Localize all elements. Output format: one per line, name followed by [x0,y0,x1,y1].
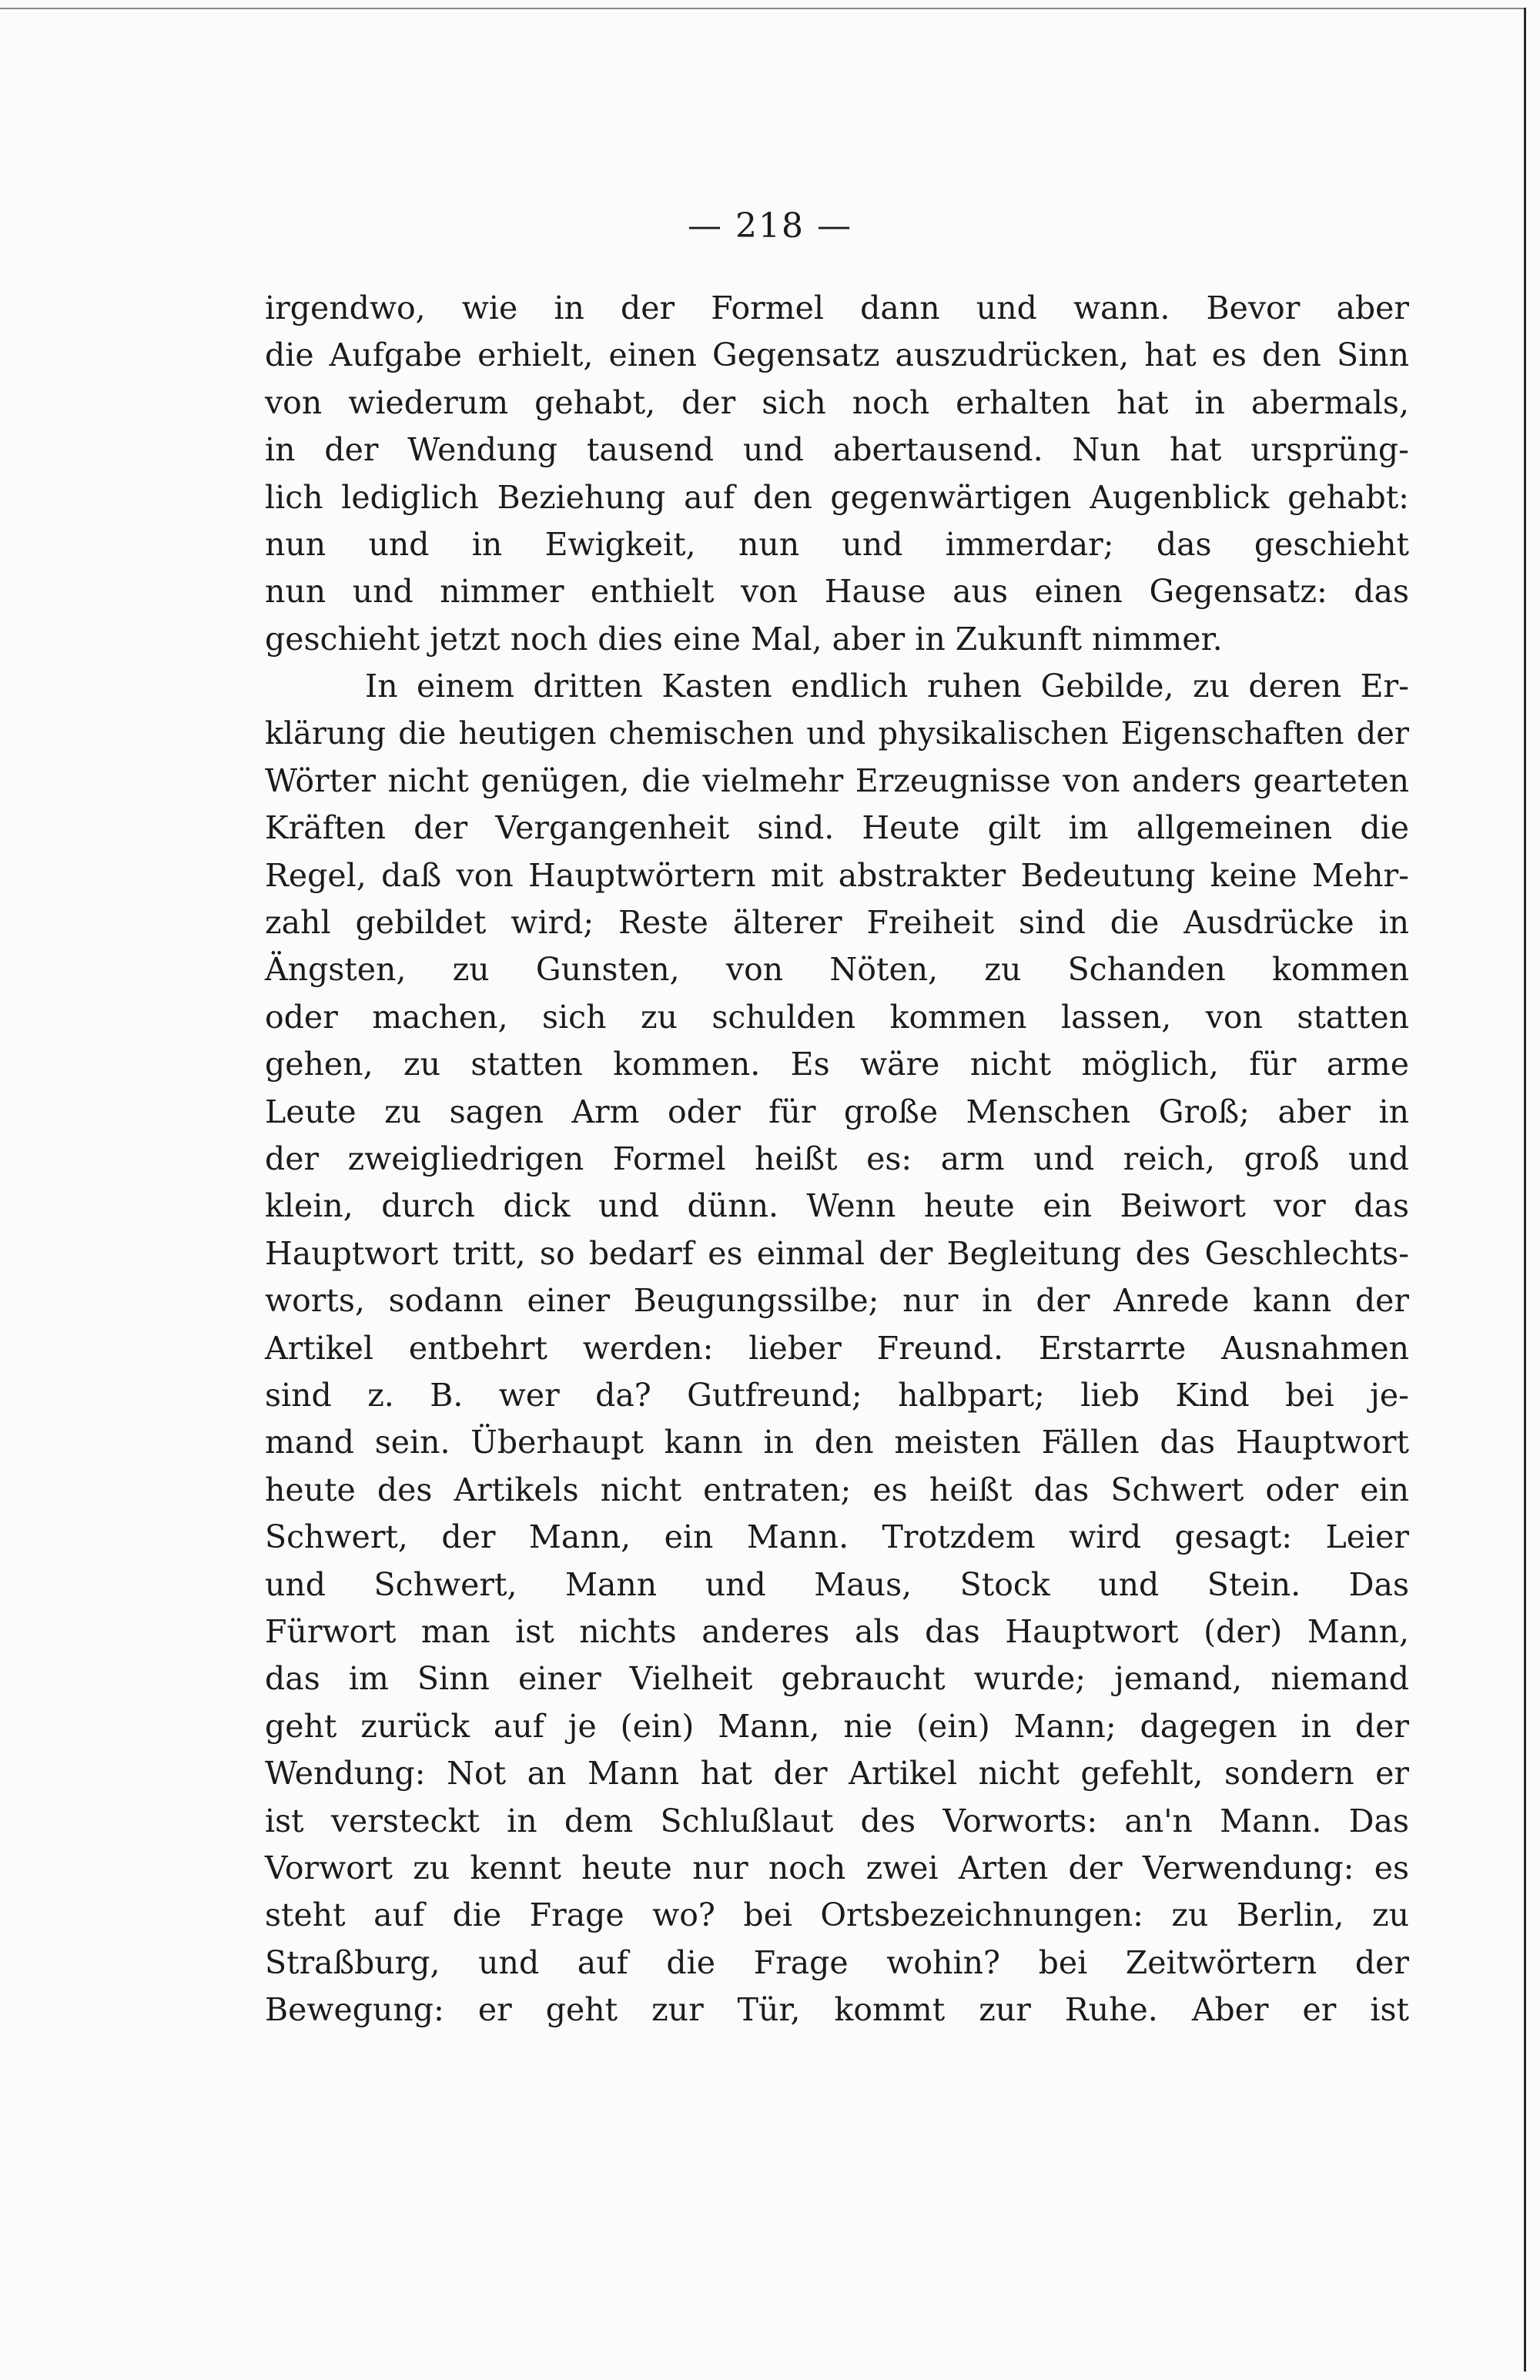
text-line: von wiederum gehabt, der sich noch erhalten hat in abermals, [265,383,1409,421]
text-line: steht auf die Frage wo? bei Ortsbezeichnungen: zu Berlin, zu [265,1896,1409,1934]
text-line: Straßburg, und auf die Frage wohin? bei Zeitwörtern der [265,1943,1409,1981]
text-line: Kräften der Vergangenheit sind. Heute gilt im allgemeinen die [265,809,1409,847]
text-line: der zweigliedrigen Formel heißt es: arm und reich, groß und [265,1140,1409,1178]
text-line: In einem dritten Kasten endlich ruhen Gebilde, zu deren Er- [365,668,1409,705]
text-line: lich lediglich Beziehung auf den gegenwärtigen Augenblick gehabt: [265,478,1409,516]
text-line: ist versteckt in dem Schlußlaut des Vorworts: an'n Mann. Das [265,1802,1409,1839]
page-edge-right [1524,8,1526,2372]
text-line: Fürwort man ist nichts anderes als das Hauptwort (der) Mann, [265,1612,1409,1650]
text-line: mand sein. Überhaupt kann in den meisten Fällen das Hauptwort [265,1424,1409,1461]
text-line: irgendwo, wie in der Formel dann und wann. Bevor aber [265,290,1409,326]
text-line: die Aufgabe erhielt, einen Gegensatz auszudrücken, hat es den Sinn [265,336,1409,374]
text-line: klärung die heutigen chemischen und physikalischen Eigenschaften der [265,715,1409,751]
text-line: klein, durch dick und dünn. Wenn heute ein Beiwort vor das [265,1187,1409,1225]
text-line: Wendung: Not an Mann hat der Artikel nicht gefehlt, sondern er [265,1755,1409,1793]
text-line: geht zurück auf je (ein) Mann, nie (ein) Mann; dagegen in der [265,1707,1409,1745]
text-line: Wörter nicht genügen, die vielmehr Erzeugnisse von anders gearteten [265,762,1409,799]
text-line: Hauptwort tritt, so bedarf es einmal der Begleitung des Geschlechts- [265,1234,1409,1272]
text-line: geschieht jetzt noch dies eine Mal, aber in Zukunft nimmer. [265,620,1223,658]
text-line: oder machen, sich zu schulden kommen lassen, von statten [265,998,1409,1036]
text-line: Leute zu sagen Arm oder für große Menschen Groß; aber in [265,1093,1409,1130]
text-line: worts, sodann einer Beugungssilbe; nur in der Anrede kann der [265,1282,1409,1320]
text-line: zahl gebildet wird; Reste älterer Freiheit sind die Ausdrücke in [265,904,1409,942]
text-line: sind z. B. wer da? Gutfreund; halbpart; lieb Kind bei je- [265,1376,1409,1414]
text-line: nun und nimmer enthielt von Hause aus einen Gegensatz: das [265,573,1409,611]
text-line: nun und in Ewigkeit, nun und immerdar; das geschieht [265,525,1409,563]
text-line: Artikel entbehrt werden: lieber Freund. Erstarrte Ausnahmen [265,1329,1409,1367]
text-line: Schwert, der Mann, ein Mann. Trotzdem wird gesagt: Leier [265,1518,1409,1556]
text-line: in der Wendung tausend und abertausend. Nun hat ursprüng- [265,431,1409,469]
body-text [265,285,1409,2034]
text-line: gehen, zu statten kommen. Es wäre nicht möglich, für arme [265,1046,1409,1083]
page-edge-top [0,8,1526,9]
text-line: Bewegung: er geht zur Tür, kommt zur Ruhe. Aber er ist [265,1991,1409,2029]
text-line: Ängsten, zu Gunsten, von Nöten, zu Schanden kommen [265,951,1409,989]
text-line: das im Sinn einer Vielheit gebraucht wurde; jemand, niemand [265,1660,1409,1698]
text-line: Regel, daß von Hauptwörtern mit abstrakter Bedeutung keine Mehr- [265,856,1409,894]
text-line: Vorwort zu kennt heute nur noch zwei Arten der Verwendung: es [265,1849,1409,1886]
text-line: heute des Artikels nicht entraten; es heißt das Schwert oder ein [265,1471,1409,1508]
page-number: — 218 — [688,206,852,246]
text-line: und Schwert, Mann und Maus, Stock und Stein. Das [265,1565,1409,1603]
